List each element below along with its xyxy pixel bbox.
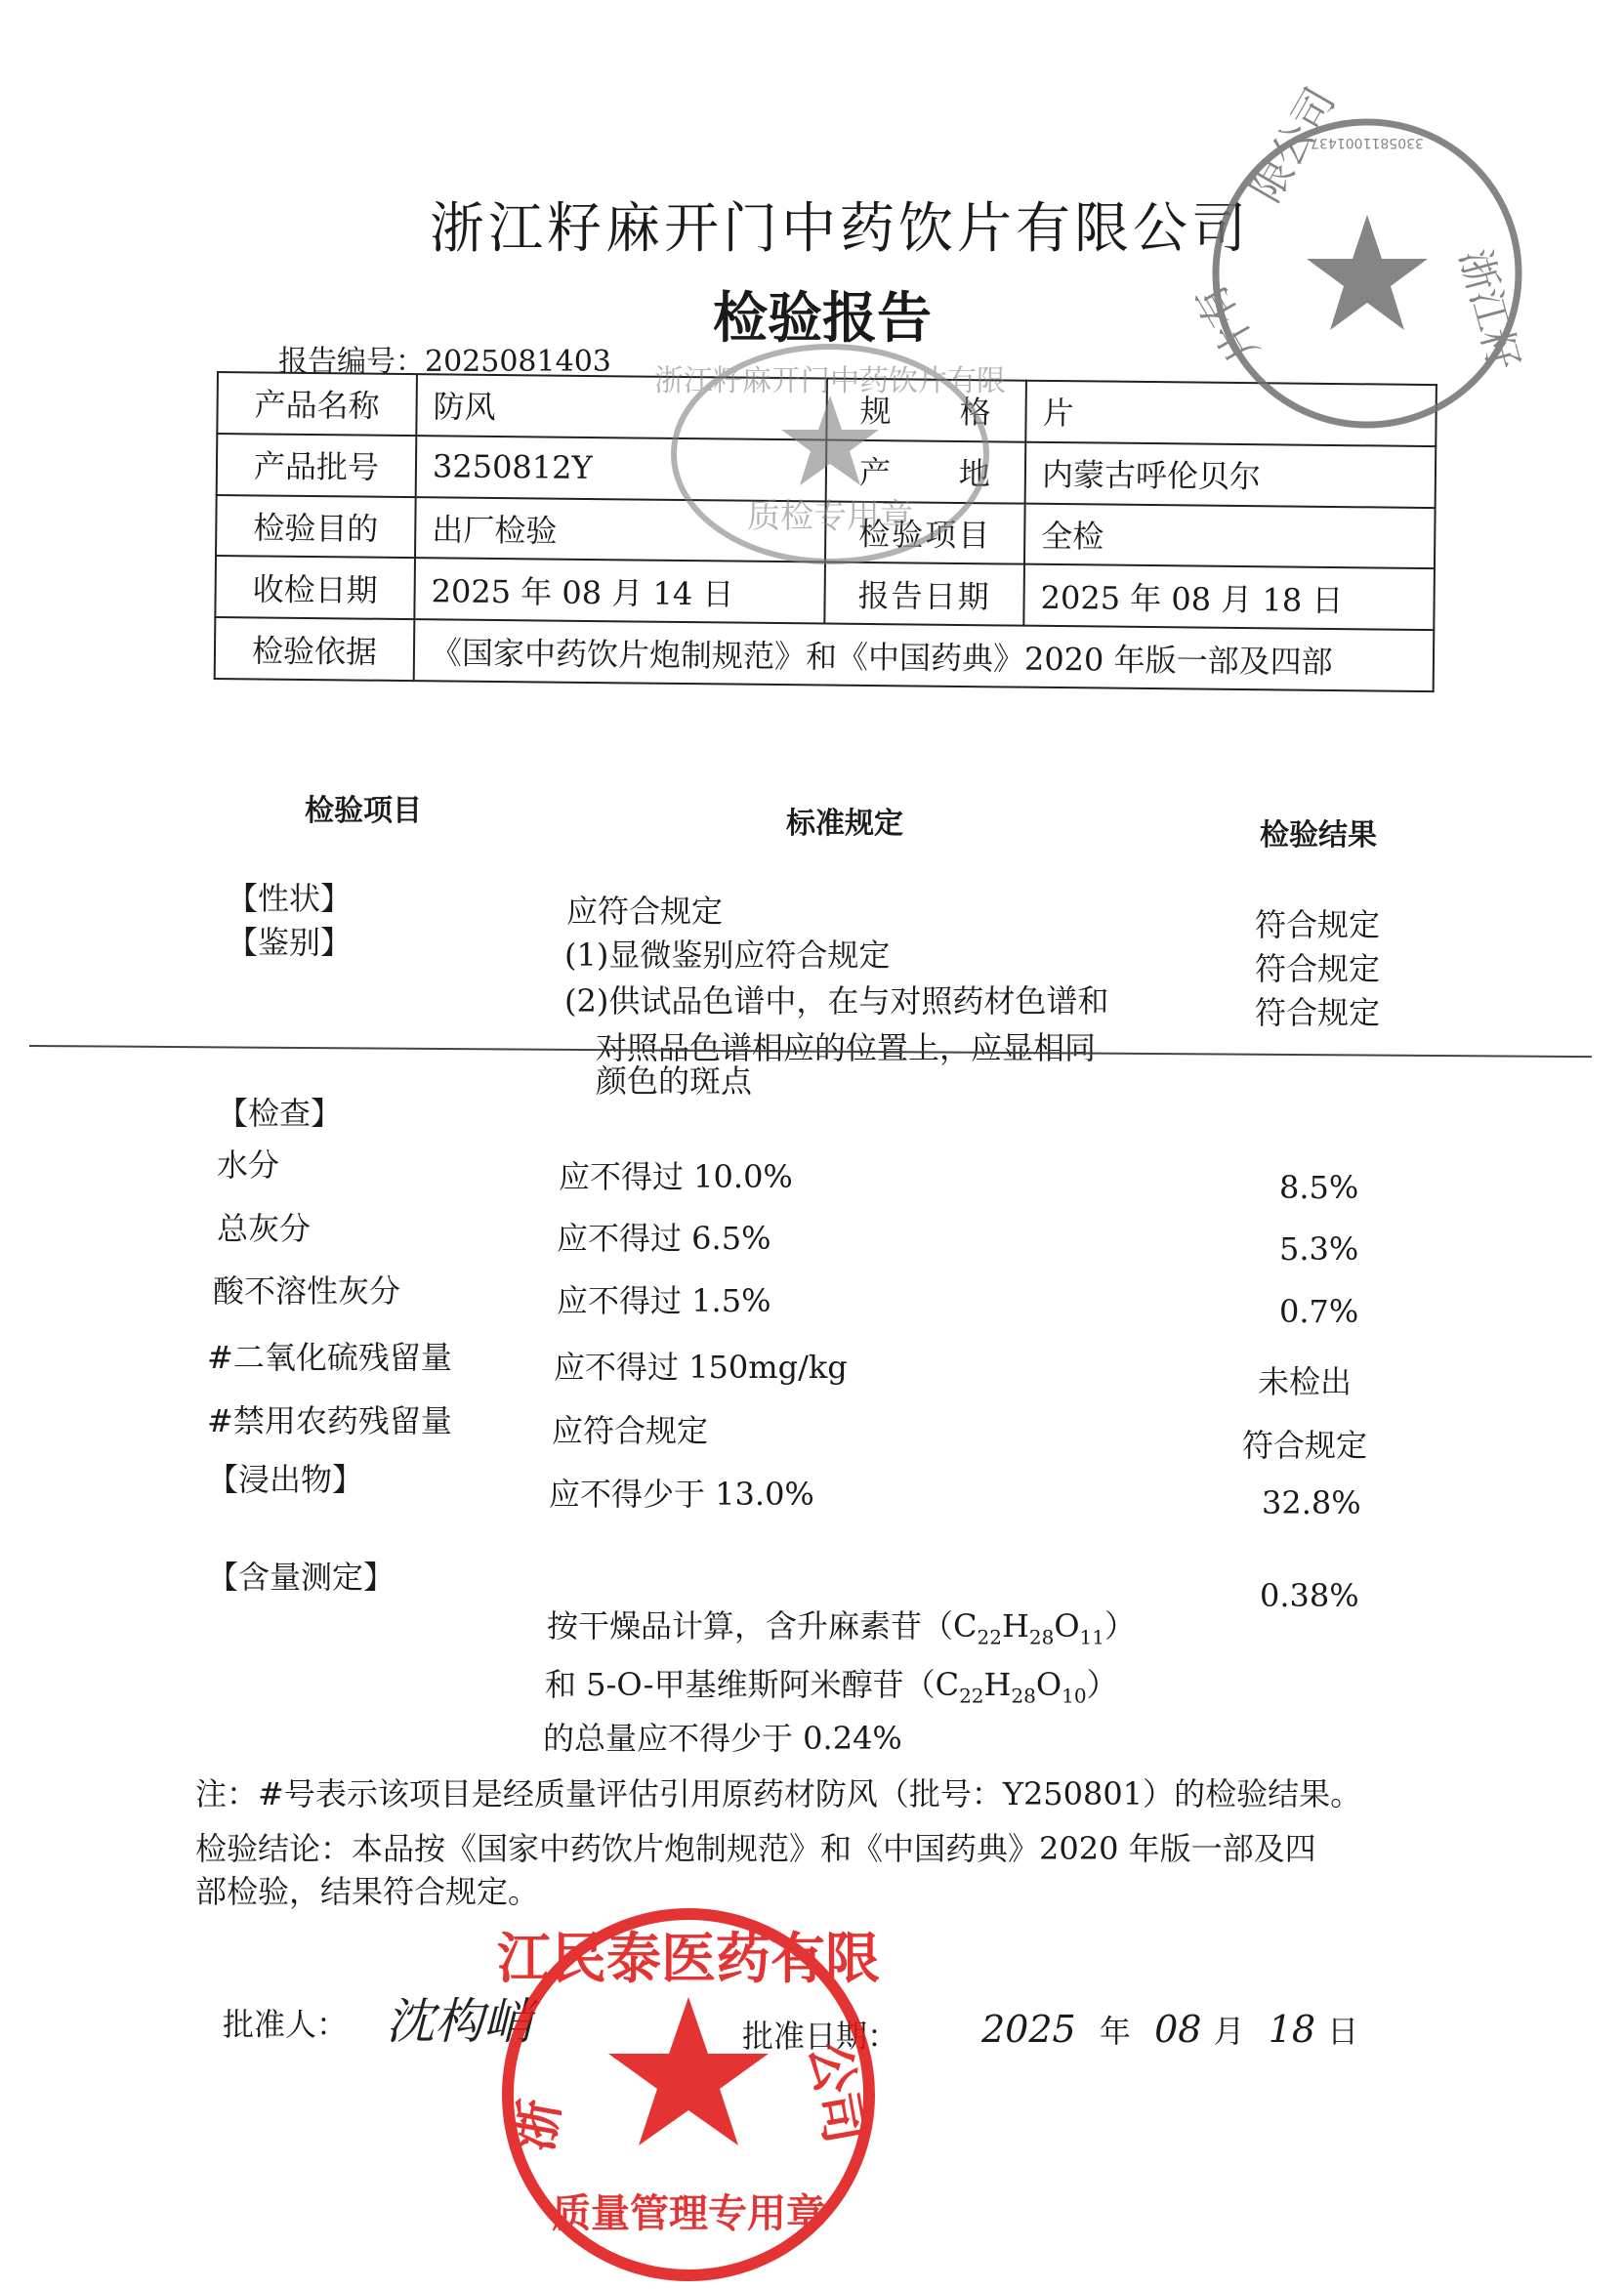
formula-subscript: 10: [1062, 1684, 1087, 1708]
svg-text:浙: 浙: [504, 2095, 571, 2156]
approval-date: [981, 2007, 1358, 2052]
batch-value: 3250812Y: [416, 436, 827, 501]
report-date-label: 报告日期: [824, 562, 1024, 626]
formula-subscript: 28: [1011, 1684, 1036, 1708]
basis-label: 检验依据: [215, 617, 415, 681]
svg-text:质量管理专用章: 质量管理专用章: [552, 2191, 825, 2236]
approval-date-year: 2025: [981, 2008, 1076, 2051]
quality-management-seal-stamp: [493, 1899, 884, 2290]
check-standard: 应不得过 150mg/kg: [554, 1349, 848, 1386]
standard-jianbie-2b: 对照品色谱相应的位置上，应显相同: [596, 1029, 1097, 1066]
approval-date-year-unit: 年: [1099, 2013, 1131, 2050]
company-name: 浙江籽麻开门中药饮片有限公司: [430, 197, 1250, 261]
svg-text:3305811001437: 3305811001437: [1311, 135, 1424, 150]
check-standard: 应不得过 1.5%: [557, 1282, 771, 1319]
check-name: 总灰分: [217, 1210, 312, 1247]
check-result: 0.7%: [1279, 1293, 1359, 1330]
conclusion-line-2: 部检验，结果符合规定。: [195, 1873, 540, 1910]
note: 注：#号表示该项目是经质量评估引用原药材防风（批号：Y250801）的检验结果。: [195, 1775, 1362, 1812]
result-xingzhuang: 符合规定: [1255, 906, 1381, 943]
document-title: 检验报告: [713, 287, 932, 351]
check-standard: 应符合规定: [552, 1412, 709, 1449]
section-xingzhuang: 【性状】: [227, 880, 353, 917]
approval-date-label: 批准日期：: [742, 2018, 899, 2055]
check-result: 5.3%: [1279, 1230, 1359, 1268]
received-date-label: 收检日期: [215, 556, 415, 619]
assay-standard-line-3: 的总量应不得少于 0.24%: [543, 1720, 902, 1757]
svg-text:限公司: 限公司: [1241, 79, 1345, 210]
purpose-value: 出厂检验: [415, 497, 826, 562]
assay-result: 0.38%: [1260, 1577, 1359, 1614]
check-result: 符合规定: [1242, 1427, 1368, 1464]
column-header-standard: 标准规定: [786, 807, 903, 841]
svg-text:公司: 公司: [798, 2037, 874, 2148]
section-hanliang: 【含量测定】: [207, 1559, 396, 1596]
svg-text:江民泰医药有限: 江民泰医药有限: [497, 1928, 880, 1991]
column-header-item: 检验项目: [305, 794, 422, 828]
check-name: #禁用农药残留量: [207, 1402, 452, 1439]
check-standard: 应不得过 6.5%: [557, 1220, 771, 1257]
assay-text: ）: [1104, 1607, 1137, 1645]
batch-label: 产品批号: [217, 434, 417, 497]
formula-element: O: [1035, 1666, 1062, 1703]
section-jiancha: 【检查】: [217, 1095, 343, 1132]
approver-signature: 沈构峭: [386, 1993, 532, 2050]
company-seal-stamp: [1186, 79, 1533, 439]
inspection-seal-stamp: [654, 337, 1006, 571]
check-result: 未检出: [1258, 1363, 1353, 1400]
column-header-result: 检验结果: [1260, 818, 1377, 853]
result-jianbie-2: 符合规定: [1255, 994, 1381, 1031]
svg-text:质检专用章: 质检专用章: [747, 497, 913, 536]
check-standard: 应不得过 10.0%: [559, 1158, 793, 1195]
formula-element: O: [1054, 1607, 1080, 1645]
approval-date-month: 08: [1154, 2008, 1202, 2051]
origin-label: 产 地: [826, 439, 1026, 503]
approval-date-day: 18: [1268, 2008, 1316, 2051]
svg-text:浙江籽麻开门中药饮片有限: 浙江籽麻开门中药饮片有限: [654, 364, 1006, 398]
approver-label: 批准人：: [223, 2006, 349, 2043]
section-jianbie: 【鉴别】: [227, 924, 353, 961]
assay-standard-line-2: [545, 1660, 1118, 1707]
approval-date-day-unit: 日: [1327, 2013, 1359, 2050]
svg-text:浙江籽: 浙江籽: [1450, 243, 1529, 376]
section-jinchu: 【浸出物】: [207, 1461, 364, 1498]
formula-element: H: [1001, 1607, 1029, 1645]
received-date-value: 2025 年 08 月 14 日: [414, 559, 825, 624]
check-result: 8.5%: [1279, 1169, 1359, 1206]
formula-subscript: 22: [977, 1625, 1002, 1649]
check-name: 水分: [217, 1146, 280, 1184]
formula-subscript: 22: [959, 1684, 984, 1708]
origin-value: 内蒙古呼伦贝尔: [1025, 441, 1437, 507]
check-name: 酸不溶性灰分: [213, 1272, 401, 1310]
formula-element: H: [983, 1666, 1012, 1703]
extract-standard: 应不得少于 13.0%: [549, 1476, 814, 1513]
approval-date-month-unit: 月: [1213, 2013, 1245, 2050]
table-row: [215, 617, 1435, 691]
product-name-label: 产品名称: [217, 372, 417, 436]
formula-subscript: 11: [1079, 1625, 1104, 1649]
assay-text: 按干燥品计算，含升麻素苷（C: [547, 1607, 978, 1645]
assay-standard-line-1: [547, 1602, 1136, 1648]
report-number-label: 报告编号：: [278, 345, 425, 379]
standard-jianbie-2c: 颜色的斑点: [596, 1062, 753, 1100]
basis-value: 《国家中药饮片炮制规范》和《中国药典》2020 年版一部及四部: [414, 619, 1435, 691]
report-date-value: 2025 年 08 月 18 日: [1023, 564, 1435, 630]
report-number-value: 2025081403: [425, 345, 611, 379]
items-value: 全检: [1024, 503, 1436, 568]
standard-jianbie-1: (1)显微鉴别应符合规定: [564, 937, 891, 974]
conclusion-line-1: 检验结论：本品按《国家中药饮片炮制规范》和《中国药典》2020 年版一部及四: [195, 1830, 1316, 1867]
assay-text: ）: [1086, 1666, 1118, 1703]
purpose-label: 检验目的: [216, 495, 416, 559]
product-name-value: 防风: [416, 374, 827, 439]
result-jianbie-1: 符合规定: [1255, 950, 1381, 987]
check-name: #二氧化硫残留量: [207, 1339, 452, 1376]
assay-text: 和 5-O-甲基维斯阿米醇苷（C: [545, 1666, 960, 1703]
spec-value: 片: [1025, 381, 1437, 446]
svg-text:片有: 片有: [1186, 275, 1269, 371]
standard-jianbie-2a: (2)供试品色谱中，在与对照药材色谱和: [564, 982, 1109, 1020]
spec-label: 规 格: [826, 379, 1026, 442]
standard-xingzhuang: 应符合规定: [566, 893, 724, 930]
extract-result: 32.8%: [1262, 1484, 1361, 1521]
formula-subscript: 28: [1028, 1625, 1055, 1649]
items-label: 检验项目: [825, 501, 1025, 564]
